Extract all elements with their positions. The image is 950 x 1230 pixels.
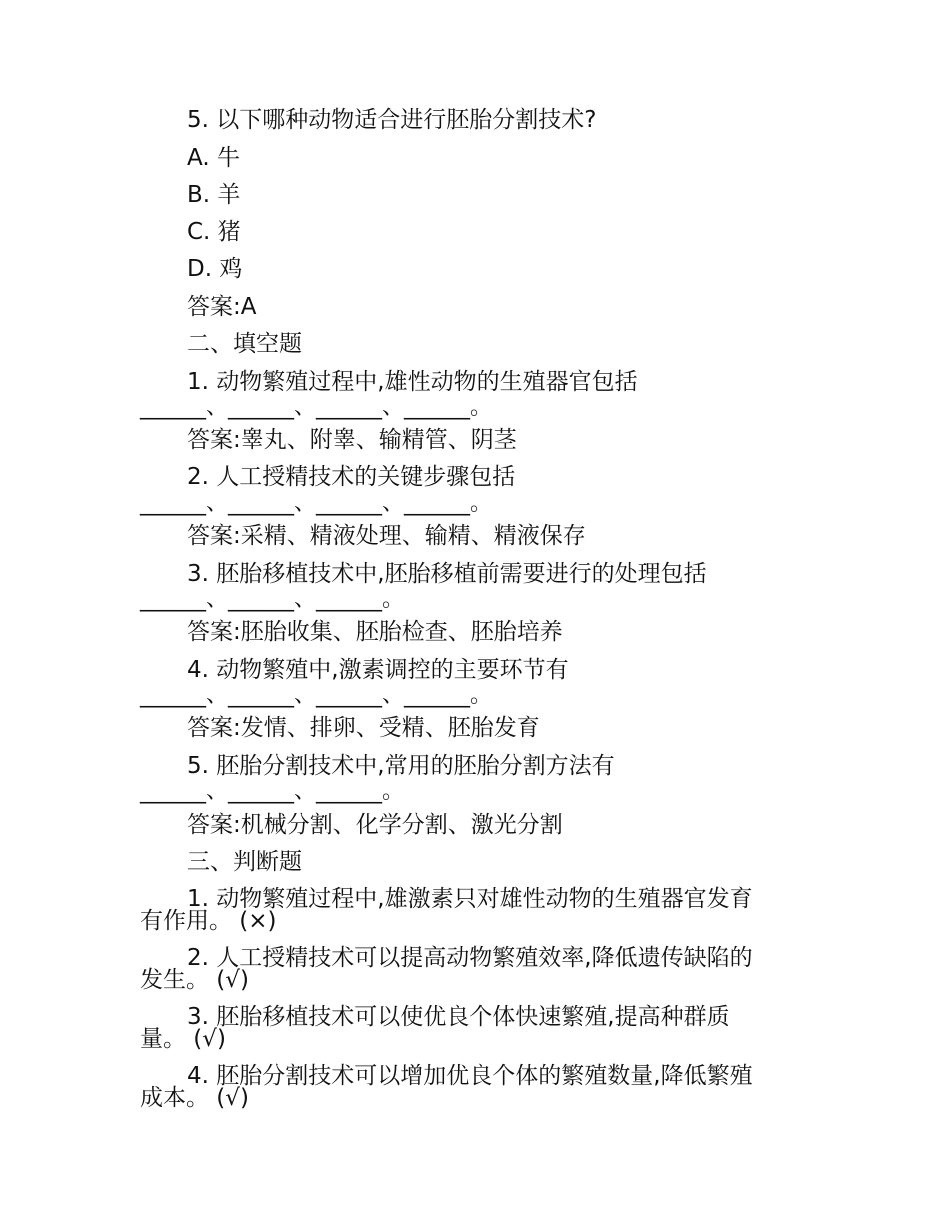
judge-question-2: 2. 人工授精技术可以提高动物繁殖效率,降低遗传缺陷的 — [187, 945, 753, 971]
fill-answer-4: 答案:发情、排卵、受精、胚胎发育 — [187, 715, 540, 741]
fill-answer-5: 答案:机械分割、化学分割、激光分割 — [187, 812, 563, 838]
judge-question-3-cont: 量。 (√) — [140, 1026, 226, 1052]
mc-option-b: B. 羊 — [187, 182, 241, 208]
judge-question-1-cont: 有作用。 (×) — [140, 908, 277, 934]
fill-question-2: 2. 人工授精技术的关键步骤包括 — [187, 464, 516, 490]
fill-answer-3: 答案:胚胎收集、胚胎检查、胚胎培养 — [187, 619, 563, 645]
section-heading-judge: 三、判断题 — [187, 849, 302, 875]
fill-question-3: 3. 胚胎移植技术中,胚胎移植前需要进行的处理包括 — [187, 561, 707, 587]
fill-blanks-4: ______、______、______、______。 — [140, 683, 493, 708]
judge-question-4-cont: 成本。 (√) — [140, 1085, 249, 1111]
fill-question-5: 5. 胚胎分割技术中,常用的胚胎分割方法有 — [187, 753, 615, 779]
fill-blanks-2: ______、______、______、______。 — [140, 491, 493, 516]
judge-question-4: 4. 胚胎分割技术可以增加优良个体的繁殖数量,降低繁殖 — [187, 1063, 753, 1089]
section-heading-fill: 二、填空题 — [187, 331, 302, 357]
fill-blanks-5: ______、______、______。 — [140, 779, 405, 804]
fill-blanks-1: ______、______、______、______。 — [140, 395, 493, 420]
fill-answer-1: 答案:睾丸、附睾、输精管、阴茎 — [187, 427, 517, 453]
mc-option-a: A. 牛 — [187, 145, 240, 171]
mc-question-5: 5. 以下哪种动物适合进行胚胎分割技术? — [187, 107, 597, 133]
judge-question-1: 1. 动物繁殖过程中,雄激素只对雄性动物的生殖器官发育 — [187, 886, 753, 912]
fill-answer-2: 答案:采精、精液处理、输精、精液保存 — [187, 523, 586, 549]
judge-question-2-cont: 发生。 (√) — [140, 967, 249, 993]
judge-question-3: 3. 胚胎移植技术可以使优良个体快速繁殖,提高种群质 — [187, 1004, 730, 1030]
mc-option-d: D. 鸡 — [187, 256, 243, 282]
mc-option-c: C. 猪 — [187, 219, 241, 245]
mc-answer: 答案:A — [187, 294, 257, 320]
fill-question-1: 1. 动物繁殖过程中,雄性动物的生殖器官包括 — [187, 369, 638, 395]
fill-blanks-3: ______、______、______。 — [140, 587, 405, 612]
fill-question-4: 4. 动物繁殖中,激素调控的主要环节有 — [187, 657, 569, 683]
